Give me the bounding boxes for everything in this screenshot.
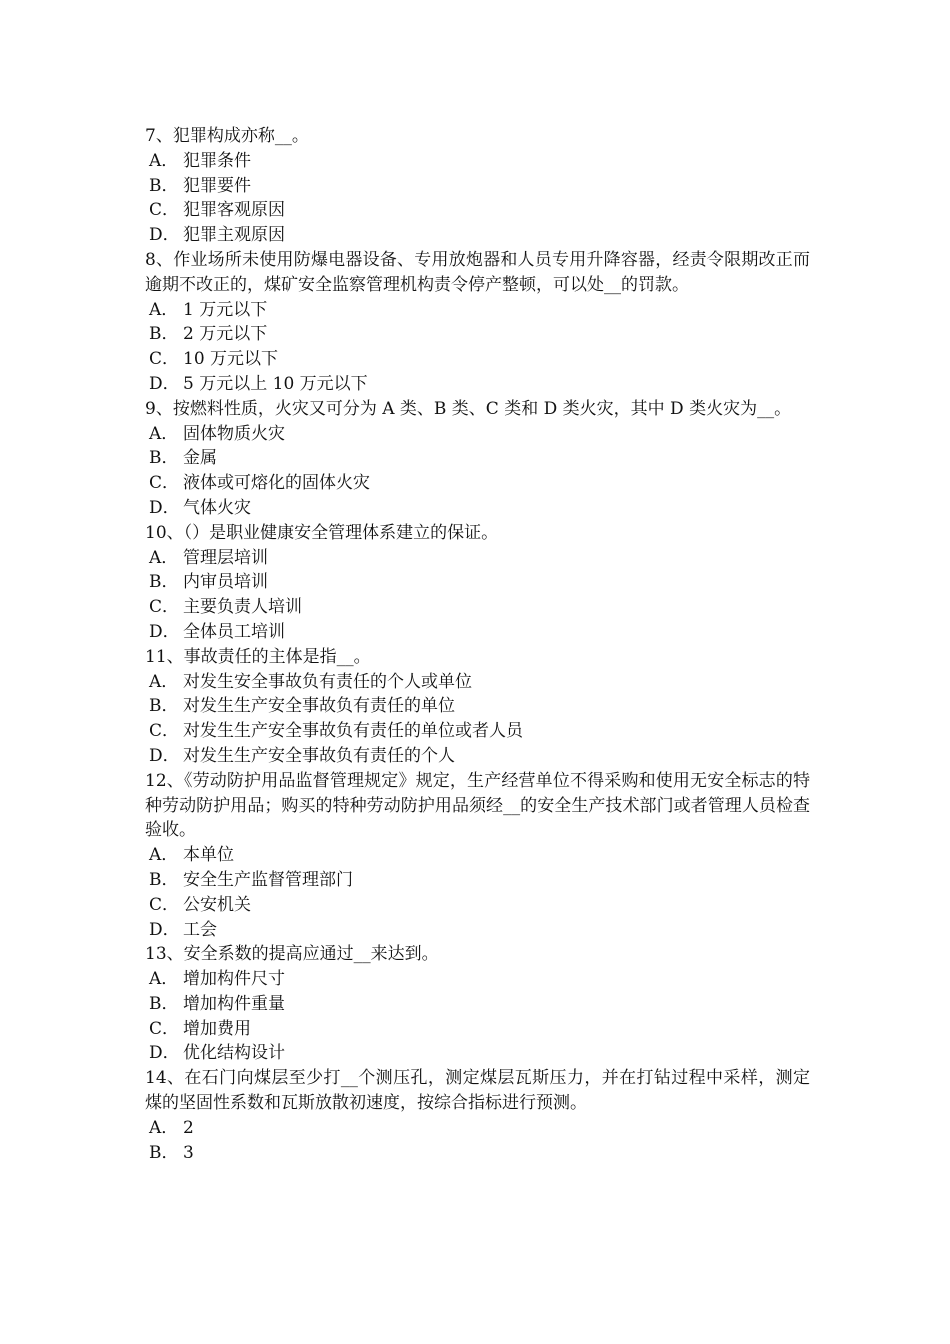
option-text: 1 万元以下 — [183, 299, 268, 320]
option-d — [145, 1041, 810, 1066]
option-letter: D． — [149, 1043, 180, 1064]
option-c — [145, 347, 810, 372]
option-text: 犯罪条件 — [183, 150, 251, 171]
document-page — [145, 124, 810, 1165]
option-letter: A． — [149, 845, 179, 866]
option-c — [145, 893, 810, 918]
option-d — [145, 918, 810, 943]
question-13 — [145, 942, 810, 1066]
question-7 — [145, 124, 810, 248]
question-text: 13、安全系数的提高应通过__来达到。 — [145, 944, 439, 965]
option-letter: C． — [149, 200, 180, 221]
option-text: 气体火灾 — [183, 497, 251, 518]
option-letter: C． — [149, 894, 180, 915]
option-d — [145, 372, 810, 397]
option-letter: B． — [149, 572, 179, 593]
question-text: 14、在石门向煤层至少打__个测压孔，测定煤层瓦斯压力，并在打钻过程中采样，测定煤的坚固性系数和瓦斯放散初速度，按综合指标进行预测。 — [145, 1068, 810, 1114]
option-b — [145, 322, 810, 347]
question-14 — [145, 1066, 810, 1165]
question-text: 7、犯罪构成亦称__。 — [145, 126, 309, 146]
option-d — [145, 620, 810, 645]
option-text: 优化结构设计 — [183, 1043, 285, 1064]
option-text: 2 — [183, 1117, 194, 1138]
option-a — [145, 422, 810, 447]
option-text: 工会 — [183, 919, 217, 940]
question-12 — [145, 769, 810, 943]
option-a — [145, 1116, 810, 1141]
option-text: 金属 — [183, 448, 217, 469]
question-text: 8、作业场所未使用防爆电器设备、专用放炮器和人员专用升降容器，经责令限期改正而逾期不改正的，煤矿安全监察管理机构责令停产整顿，可以处__的罚款。 — [145, 249, 810, 295]
option-b — [145, 992, 810, 1017]
option-text: 对发生安全事故负有责任的个人或单位 — [183, 671, 472, 692]
option-d — [145, 223, 810, 248]
option-b — [145, 446, 810, 471]
option-d — [145, 744, 810, 769]
option-text: 管理层培训 — [183, 547, 268, 568]
option-text: 安全生产监督管理部门 — [183, 869, 353, 890]
option-c — [145, 471, 810, 496]
option-text: 对发生生产安全事故负有责任的单位或者人员 — [183, 721, 523, 742]
option-letter: B． — [149, 175, 179, 196]
option-letter: B． — [149, 1142, 179, 1163]
option-letter: C． — [149, 721, 180, 742]
option-text: 主要负责人培训 — [183, 597, 302, 618]
option-text: 公安机关 — [183, 894, 251, 915]
option-c — [145, 719, 810, 744]
option-letter: C． — [149, 473, 180, 494]
option-letter: C． — [149, 1018, 180, 1039]
option-c — [145, 1017, 810, 1042]
option-letter: D． — [149, 225, 180, 246]
option-text: 犯罪要件 — [183, 175, 251, 196]
option-a — [145, 298, 810, 323]
option-letter: A． — [149, 1117, 179, 1138]
question-8 — [145, 248, 810, 397]
option-letter: B． — [149, 448, 179, 469]
option-text: 对发生生产安全事故负有责任的个人 — [183, 745, 455, 766]
option-letter: B． — [149, 869, 179, 890]
option-text: 全体员工培训 — [183, 621, 285, 642]
option-b — [145, 174, 810, 199]
question-text: 12、《劳动防护用品监督管理规定》规定，生产经营单位不得采购和使用无安全标志的特种劳动防护用品；购买的特种劳动防护用品须经__的安全生产技术部门或者管理人员检查验收。 — [145, 770, 810, 841]
question-text: 10、（）是职业健康安全管理体系建立的保证。 — [145, 522, 499, 543]
option-text: 10 万元以下 — [183, 349, 279, 370]
question-text: 11、事故责任的主体是指__。 — [145, 646, 371, 667]
option-letter: A． — [149, 671, 179, 692]
option-letter: A． — [149, 299, 179, 320]
option-letter: D． — [149, 497, 180, 518]
option-b — [145, 570, 810, 595]
option-letter: A． — [149, 423, 179, 444]
option-b — [145, 868, 810, 893]
question-text: 9、按燃料性质，火灾又可分为 A 类、B 类、C 类和 D 类火灾，其中 D 类火灾为__。 — [145, 398, 792, 419]
option-letter: A． — [149, 547, 179, 568]
option-letter: D． — [149, 621, 180, 642]
option-letter: D． — [149, 919, 180, 940]
option-a — [145, 670, 810, 695]
option-a — [145, 967, 810, 992]
option-text: 犯罪客观原因 — [183, 200, 285, 221]
option-b — [145, 694, 810, 719]
question-11 — [145, 645, 810, 769]
option-b — [145, 1141, 810, 1166]
option-letter: B． — [149, 993, 179, 1014]
option-text: 液体或可熔化的固体火灾 — [183, 473, 370, 494]
option-d — [145, 496, 810, 521]
option-text: 5 万元以上 10 万元以下 — [183, 373, 368, 394]
option-text: 3 — [183, 1142, 194, 1163]
option-a — [145, 843, 810, 868]
option-text: 增加构件重量 — [183, 993, 285, 1014]
option-c — [145, 595, 810, 620]
option-letter: C． — [149, 349, 180, 370]
option-letter: B． — [149, 696, 179, 717]
option-text: 2 万元以下 — [183, 324, 268, 345]
option-letter: D． — [149, 745, 180, 766]
question-10 — [145, 521, 810, 645]
question-9 — [145, 397, 810, 521]
option-text: 对发生生产安全事故负有责任的单位 — [183, 696, 455, 717]
option-letter: A． — [149, 150, 179, 171]
option-letter: B． — [149, 324, 179, 345]
option-text: 本单位 — [183, 845, 234, 866]
option-text: 增加构件尺寸 — [183, 969, 285, 990]
option-c — [145, 198, 810, 223]
option-letter: C． — [149, 597, 180, 618]
option-a — [145, 546, 810, 571]
option-a — [145, 149, 810, 174]
option-text: 增加费用 — [183, 1018, 251, 1039]
option-text: 内审员培训 — [183, 572, 268, 593]
option-text: 固体物质火灾 — [183, 423, 285, 444]
option-letter: D． — [149, 373, 180, 394]
option-text: 犯罪主观原因 — [183, 225, 285, 246]
option-letter: A． — [149, 969, 179, 990]
